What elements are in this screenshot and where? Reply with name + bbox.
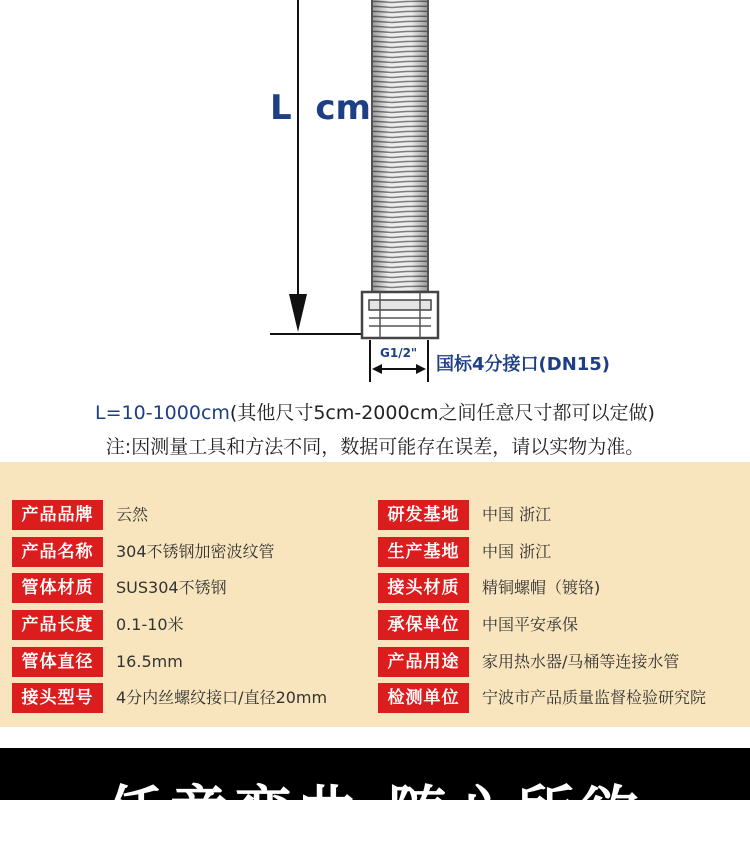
spec-value: SUS304不锈钢 bbox=[116, 578, 227, 597]
spec-label: 检测单位 bbox=[378, 683, 469, 713]
spec-label: 产品用途 bbox=[378, 647, 469, 677]
length-arrowhead bbox=[289, 294, 307, 332]
length-range-extra: (其他尺寸5cm-2000cm之间任意尺寸都可以定做) bbox=[229, 402, 655, 424]
spec-value: 中国 浙江 bbox=[482, 505, 552, 524]
length-label: L cm bbox=[270, 88, 371, 128]
spec-label: 接头型号 bbox=[12, 683, 103, 713]
spec-label: 产品品牌 bbox=[12, 500, 103, 530]
spec-table bbox=[0, 462, 750, 727]
nut-fitting bbox=[362, 292, 438, 338]
spec-value: 宁波市产品质量监督检验研究院 bbox=[482, 688, 707, 707]
spec-value: 家用热水器/马桶等连接水管 bbox=[482, 652, 680, 671]
thread-size-label: G1/2" bbox=[380, 346, 418, 360]
length-range-line bbox=[0, 398, 750, 425]
spec-label: 产品名称 bbox=[12, 537, 103, 567]
spec-value: 中国 浙江 bbox=[482, 542, 552, 561]
spec-value: 精铜螺帽（镀铬) bbox=[482, 578, 601, 597]
spec-value: 中国平安承保 bbox=[482, 615, 579, 634]
spec-value: 16.5mm bbox=[116, 652, 183, 671]
length-range: L=10-1000cm bbox=[95, 402, 230, 424]
measurement-note: 注:因测量工具和方法不同，数据可能存在误差，请以实物为准。 bbox=[105, 436, 645, 458]
product-diagram bbox=[0, 0, 750, 390]
spec-value: 0.1-10米 bbox=[116, 615, 184, 634]
spec-value: 304不锈钢加密波纹管 bbox=[116, 542, 275, 561]
spec-label: 接头材质 bbox=[378, 573, 469, 603]
spec-label: 管体材质 bbox=[12, 573, 103, 603]
spec-value: 云然 bbox=[116, 505, 149, 524]
hose-diagram bbox=[0, 0, 750, 390]
corrugated-hose bbox=[372, 0, 428, 292]
interface-standard-label: 国标4分接口(DN15) bbox=[436, 354, 611, 375]
spec-label: 生产基地 bbox=[378, 537, 469, 567]
promo-banner bbox=[0, 748, 750, 847]
spec-label: 研发基地 bbox=[378, 500, 469, 530]
spec-label: 产品长度 bbox=[12, 610, 103, 640]
spec-value: 4分内丝螺纹接口/直径20mm bbox=[116, 688, 328, 707]
spec-label: 承保单位 bbox=[378, 610, 469, 640]
banner-title: 任意弯曲 随心所欲 bbox=[105, 779, 645, 847]
spec-label: 管体直径 bbox=[12, 647, 103, 677]
